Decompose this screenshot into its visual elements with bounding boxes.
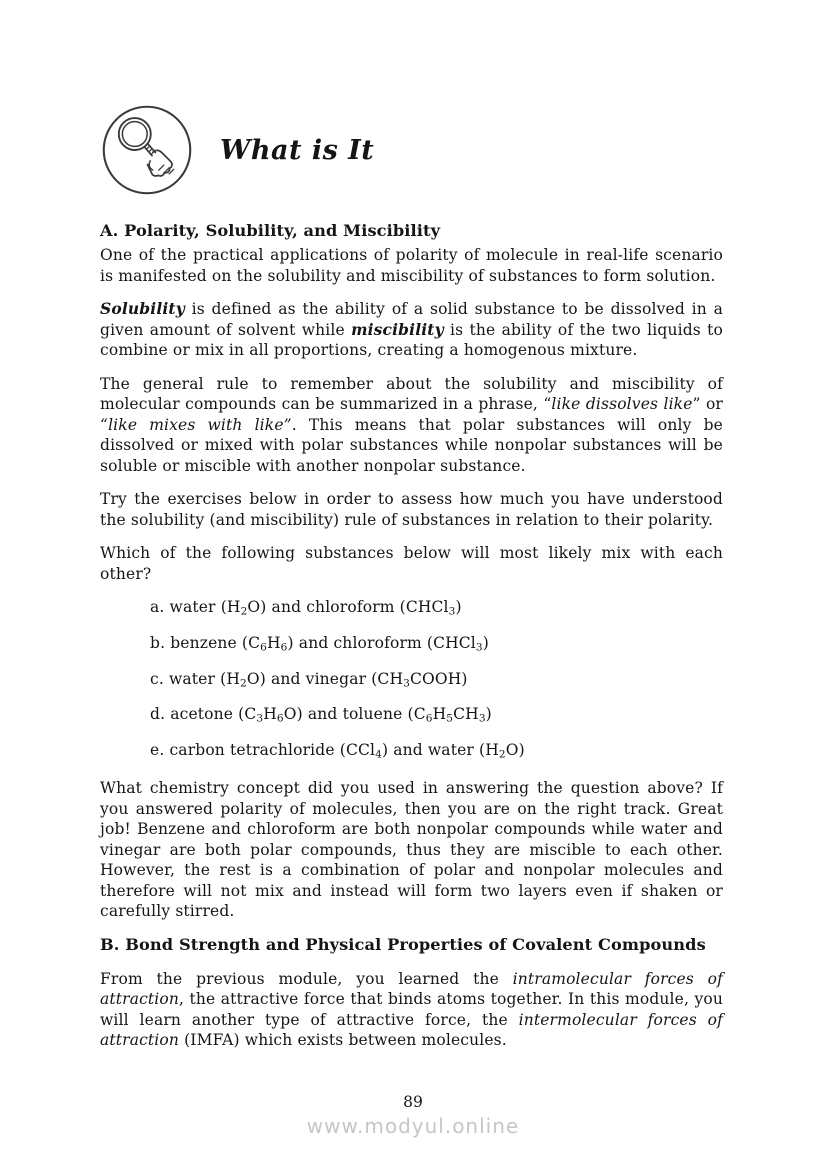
choice-c: c. water $(H_2O)$ and vinegar $(CH_3COOH)$: [150, 669, 468, 689]
paragraph-bond-strength-intro: From the previous module, you learned the intramolecular forces of attraction, the attractive force that binds atoms together. In this module, you will learn another type of attractive force, the intermolecular forces of attraction (IMFA) which exists between molecules.: [100, 969, 723, 1050]
choice-a: a. water $(H_2O)$ and chloroform (CHCl$_3$): [150, 598, 462, 618]
paragraph-general-rule: The general rule to remember about the solubility and miscibility of molecular compounds can be summarized in a phrase, “like dissolves like” or “like mixes with like”. This means that polar substances will only be dissolved or mixed with polar substances while nonpolar substances will be soluble or miscible with another nonpolar substance.: [100, 374, 723, 475]
section-a-heading: A. Polarity, Solubility, and Miscibility: [100, 221, 441, 240]
page-number: 89: [403, 1093, 423, 1111]
paragraph-answer-explanation: What chemistry concept did you used in answering the question above? If you answered polarity of molecules, then you are on the right track. Great job! Benzene and chloroform are both nonpolar compounds while water and vinegar are both polar compounds, thus they are miscible to each other. However, the rest is a combination of polar and nonpolar molecules and therefore will not mix and instead will form two layers even if shaken or carefully stirred.: [100, 779, 723, 921]
choice-d: d. acetone $(C_3H_6O)$ and toluene $(C_6H_5CH_3)$: [150, 705, 492, 725]
choice-list: [100, 597, 723, 765]
paragraph-polarity-intro: One of the practical applications of polarity of molecule in real-life scenario is manifested on the solubility and miscibility of substances to form solution.: [100, 246, 723, 285]
magnifying-glass-in-hand-icon: [100, 103, 194, 197]
section-b-heading: B. Bond Strength and Physical Properties of Covalent Compounds: [100, 934, 706, 954]
paragraph-solubility-definition: Solubility is defined as the ability of a solid substance to be dissolved in a given amount of solvent while miscibility is the ability of the two liquids to combine or mix in all proportions, creating a homogenous mixture.: [100, 299, 723, 359]
page-title: What is It: [220, 134, 375, 166]
paragraph-try-exercises: Try the exercises below in order to assess how much you have understood the solubility (and miscibility) rule of substances in relation to their polarity.: [100, 490, 723, 529]
exercise-question: Which of the following substances below will most likely mix with each other?: [100, 544, 723, 583]
page-content: [100, 103, 723, 1064]
choice-e: e. carbon tetrachloride (CCl$_4$) and water $(H_2O)$: [150, 741, 525, 761]
choice-b: b. benzene $(C_6H_6)$ and chloroform (CHCl$_3$): [150, 633, 489, 654]
watermark: www.modyul.online: [306, 1114, 520, 1138]
section-header: [100, 103, 723, 197]
